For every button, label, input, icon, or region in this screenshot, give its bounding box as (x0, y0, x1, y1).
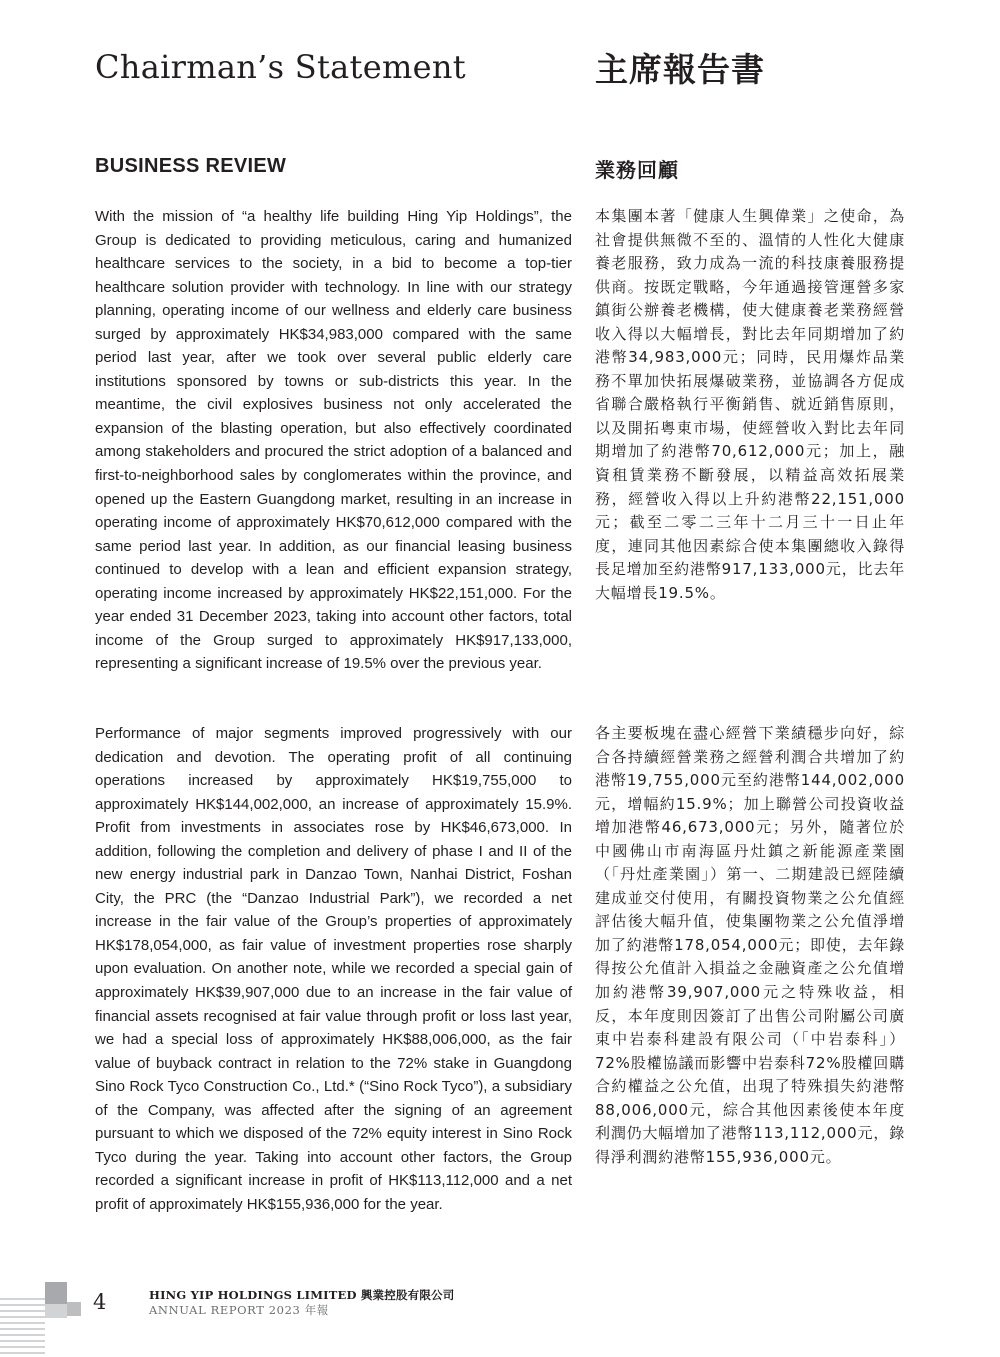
footer-report-title: ANNUAL REPORT 2023 年報 (149, 1303, 329, 1317)
section-heading-zh: 業務回顧 (595, 158, 679, 182)
footer-block-light (45, 1304, 67, 1318)
page-number: 4 (93, 1290, 107, 1314)
footer-decoration-graphic (0, 1280, 90, 1357)
paragraph-en-1: With the mission of “a healthy life building Hing Yip Holdings”, the Group is dedicated to providing meticulous, caring and humanized healthcare services to the society, in a bid to become a top-tier healthcare solution provider with technology. In line with our strategy planning, operating income of our wellness and elderly care business surged by approximately HK$34,983,000 compared with the same period last year, after we took over several public elderly care institutions sponsored by towns or sub-districts this year. In the meantime, the civil explosives business not only accelerated the expansion of the blasting operation, but also effectively coordinated among stakeholders and procured the strict adoption of a balanced and first-to-neighborhood sales by conglomerates within the province, and opened up the Eastern Guangdong market, resulting in an increase in operating income of approximately HK$70,612,000 compared with the same period last year. In addition, as our financial leasing business continued to develop with a lean and efficient expansion strategy, operating income increased by approximately HK$22,151,000. For the year ended 31 December 2023, taking into account other factors, total income of the Group surged to approximately HK$917,133,000, representing a significant increase of 19.5% over the previous year. (95, 208, 572, 673)
footer-block-dark (45, 1282, 67, 1304)
paragraph-zh-2: 各主要板塊在盡心經營下業績穩步向好，綜合各持續經營業務之經營利潤合共增加了約港幣19,755,000元至約港幣144,002,000元，增幅約15.9%；加上聯營公司投資收益增加港幣46,673,000元；另外，隨著位於中國佛山市南海區丹灶鎮之新能源產業園（「丹灶產業園」）第一、二期建設已經陸續建成並交付使用，有關投資物業之公允值經評估後大幅升值，使集團物業之公允值淨增加了約港幣178,054,000元；即使，去年錄得按公允值計入損益之金融資產之公允值增加約港幣39,907,000元之特殊收益，相反，本年度則因簽訂了出售公司附屬公司廣東中岩泰科建設有限公司（「中岩泰科」）72%股權協議而影響中岩泰科72%股權回購合約權益之公允值，出現了特殊損失約港幣88,006,000元，綜合其他因素後使本年度利潤仍大幅增加了港幣113,112,000元，錄得淨利潤約港幣155,936,000元。 (595, 724, 905, 1166)
section-heading-en: BUSINESS REVIEW (95, 155, 287, 177)
footer-stripes (0, 1298, 45, 1354)
paragraph-en-2: Performance of major segments improved progressively with our dedication and devotion. The operating profit of all continuing operations increased by approximately HK$19,755,000 to approximately HK$144,002,000, an increase of approximately 15.9%. Profit from investments in associates rose by HK$46,673,000. In addition, following the completion and delivery of phase I and II of the new energy industrial park in Danzao Town, Nanhai District, Foshan City, the PRC (the “Danzao Industrial Park”), we recorded a net increase in the fair value of the Group’s properties of approximately HK$178,054,000, as fair value of investment properties rose sharply upon evaluation. On another note, while we recorded a special gain of approximately HK$39,907,000 due to an increase in the fair value of financial assets recognised at fair value through profit or loss last year, we had a special loss of approximately HK$88,006,000, as the fair value of buyback contract in relation to the 72% stake in Guangdong Sino Rock Tyco Construction Co., Ltd.* (“Sino Rock Tyco”), a subsidiary of the Company, was affected after the signing of an agreement pursuant to which we disposed of the 72% equity interest in Sino Rock Tyco during the year. Taking into account other factors, the Group recorded a significant increase in profit of HK$113,112,000 and a net profit of approximately HK$155,936,000 for the year. (95, 725, 572, 1213)
page-title-en: Chairman’s Statement (95, 48, 466, 86)
footer-block-small (67, 1302, 81, 1316)
footer-company-name: HING YIP HOLDINGS LIMITED 興業控股有限公司 (149, 1288, 455, 1302)
page-title-zh: 主席報告書 (595, 50, 765, 89)
paragraph-zh-1: 本集團本著「健康人生興偉業」之使命，為社會提供無微不至的、溫情的人性化大健康養老服務，致力成為一流的科技康養服務提供商。按既定戰略，今年通過接管運營多家鎮街公辦養老機構，使大健康養老業務經營收入得以大幅增長，對比去年同期增加了約港幣34,983,000元；同時，民用爆炸品業務不單加快拓展爆破業務，並協調各方促成省聯合嚴格執行平衡銷售、就近銷售原則，以及開拓粵東市場，使經營收入對比去年同期增加了約港幣70,612,000元；加上，融資租賃業務不斷發展，以精益高效拓展業務，經營收入得以上升約港幣22,151,000元；截至二零二三年十二月三十一日止年度，連同其他因素綜合使本集團總收入錄得長足增加至約港幣917,133,000元，比去年大幅增長19.5%。 (595, 207, 905, 602)
